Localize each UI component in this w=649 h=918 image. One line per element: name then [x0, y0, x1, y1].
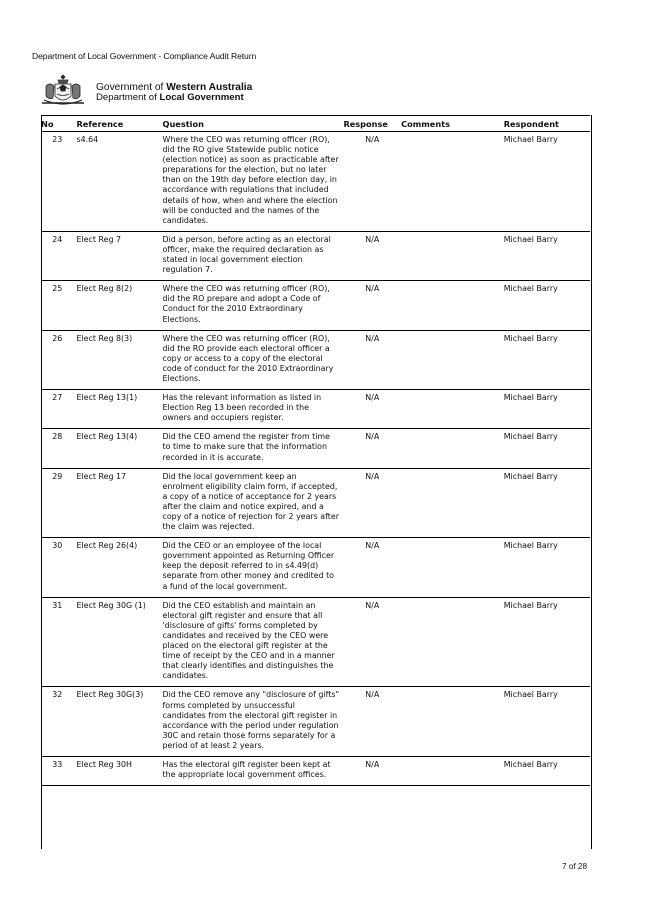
- cell-no: 31: [41, 597, 74, 687]
- cell-question: Did the local government keep an enrolment eligibility claim form, if accepted, a copy of a notice of acceptance for 2 years after the claim and notice expired, and a copy of a notice of rejection for 2 years after the claim was rejected.: [163, 468, 344, 538]
- cell-response: N/A: [343, 538, 401, 597]
- cell-respondent: Michael Barry: [504, 597, 590, 687]
- cell-comments: [401, 390, 504, 429]
- cell-question: Where the CEO was returning officer (RO), did the RO give Statewide public notice (election notice) as soon as practicable after preparations for the election, but no later than on the 19th day before election day, in accordance with regulations that included details of how, when and where the election will be conducted and the names of the candidates.: [163, 132, 344, 232]
- department-bold-name: Local Government: [159, 92, 244, 103]
- cell-reference: Elect Reg 26(4): [74, 538, 163, 597]
- column-header-comments: Comments: [401, 116, 504, 132]
- table-row: [41, 756, 590, 785]
- cell-respondent: Michael Barry: [504, 132, 590, 232]
- column-header-question: Question: [163, 116, 344, 132]
- table-row: [41, 429, 590, 468]
- table-row: [41, 687, 590, 757]
- cell-response: N/A: [343, 468, 401, 538]
- cell-respondent: Michael Barry: [504, 231, 590, 280]
- cell-question: Did the CEO remove any "disclosure of gifts" forms completed by unsuccessful candidates from the electoral gift register in accordance with the period under regulation 30C and retain those forms separately for a period of at least 2 years.: [163, 687, 344, 757]
- cell-no: 30: [41, 538, 74, 597]
- cell-reference: Elect Reg 8(3): [74, 330, 163, 389]
- column-header-respondent: Respondent: [504, 116, 590, 132]
- cell-question: Did the CEO amend the register from time to time to make sure that the information recorded in it is accurate.: [163, 429, 344, 468]
- cell-reference: Elect Reg 30H: [74, 756, 163, 785]
- compliance-audit-table: [41, 115, 590, 786]
- table-row: [41, 597, 590, 687]
- cell-question: Did the CEO or an employee of the local government appointed as Returning Officer keep the deposit referred to in s4.49(d) separate from other money and credited to a fund of the local government.: [163, 538, 344, 597]
- government-prefix: Government of: [96, 82, 167, 93]
- cell-response: N/A: [343, 132, 401, 232]
- cell-comments: [401, 281, 504, 330]
- cell-respondent: Michael Barry: [504, 756, 590, 785]
- cell-no: 27: [41, 390, 74, 429]
- cell-comments: [401, 231, 504, 280]
- cell-no: 28: [41, 429, 74, 468]
- cell-question: Did a person, before acting as an electoral officer, make the required declaration as stated in local government election regulation 7.: [163, 231, 344, 280]
- column-header-reference: Reference: [74, 116, 163, 132]
- cell-reference: Elect Reg 30G (1): [74, 597, 163, 687]
- table-row: [41, 390, 590, 429]
- cell-reference: Elect Reg 17: [74, 468, 163, 538]
- cell-response: N/A: [343, 597, 401, 687]
- table-row: [41, 132, 590, 232]
- cell-question: Has the relevant information as listed in Election Reg 13 been recorded in the owners and occupiers register.: [163, 390, 344, 429]
- cell-no: 25: [41, 281, 74, 330]
- cell-comments: [401, 132, 504, 232]
- cell-reference: Elect Reg 13(1): [74, 390, 163, 429]
- cell-respondent: Michael Barry: [504, 538, 590, 597]
- cell-response: N/A: [343, 231, 401, 280]
- cell-reference: Elect Reg 7: [74, 231, 163, 280]
- cell-no: 23: [41, 132, 74, 232]
- cell-comments: [401, 468, 504, 538]
- cell-comments: [401, 756, 504, 785]
- cell-response: N/A: [343, 756, 401, 785]
- cell-comments: [401, 538, 504, 597]
- cell-respondent: Michael Barry: [504, 390, 590, 429]
- department-prefix: Department of: [96, 92, 160, 103]
- cell-comments: [401, 687, 504, 757]
- document-header-title: Department of Local Government - Compliance Audit Return: [32, 51, 257, 61]
- cell-question: Has the electoral gift register been kept at the appropriate local government offices.: [163, 756, 344, 785]
- government-state: Western Australia: [166, 82, 253, 93]
- cell-no: 32: [41, 687, 74, 757]
- cell-respondent: Michael Barry: [504, 687, 590, 757]
- cell-response: N/A: [343, 390, 401, 429]
- column-header-no: No: [41, 116, 74, 132]
- wa-government-crest-icon: [38, 72, 88, 110]
- cell-response: N/A: [343, 281, 401, 330]
- cell-no: 29: [41, 468, 74, 538]
- cell-comments: [401, 597, 504, 687]
- table-row: [41, 538, 590, 597]
- cell-comments: [401, 330, 504, 389]
- table-row: [41, 231, 590, 280]
- cell-reference: Elect Reg 13(4): [74, 429, 163, 468]
- cell-respondent: Michael Barry: [504, 330, 590, 389]
- cell-reference: Elect Reg 8(2): [74, 281, 163, 330]
- cell-respondent: Michael Barry: [504, 281, 590, 330]
- table-row: [41, 468, 590, 538]
- cell-response: N/A: [343, 330, 401, 389]
- cell-response: N/A: [343, 687, 401, 757]
- cell-reference: s4.64: [74, 132, 163, 232]
- table-row: [41, 281, 590, 330]
- cell-comments: [401, 429, 504, 468]
- cell-question: Where the CEO was returning officer (RO), did the RO provide each electoral officer a copy or access to a copy of the electoral code of conduct for the 2010 Extraordinary Elections.: [163, 330, 344, 389]
- column-header-response: Response: [343, 116, 401, 132]
- table-header-row: [41, 116, 590, 132]
- cell-no: 24: [41, 231, 74, 280]
- cell-response: N/A: [343, 429, 401, 468]
- cell-respondent: Michael Barry: [504, 429, 590, 468]
- cell-respondent: Michael Barry: [504, 468, 590, 538]
- cell-question: Did the CEO establish and maintain an electoral gift register and ensure that all 'disclosure of gifts' forms completed by candidates and received by the CEO were placed on the electoral gift register at the time of receipt by the CEO and in a manner that clearly identifies and distinguishes the candidates.: [163, 597, 344, 687]
- table-row: [41, 330, 590, 389]
- cell-no: 26: [41, 330, 74, 389]
- page-number: 7 of 28: [562, 862, 588, 871]
- cell-question: Where the CEO was returning officer (RO), did the RO prepare and adopt a Code of Conduct for the 2010 Extraordinary Elections.: [163, 281, 344, 330]
- department-name: [96, 92, 244, 103]
- cell-reference: Elect Reg 30G(3): [74, 687, 163, 757]
- cell-no: 33: [41, 756, 74, 785]
